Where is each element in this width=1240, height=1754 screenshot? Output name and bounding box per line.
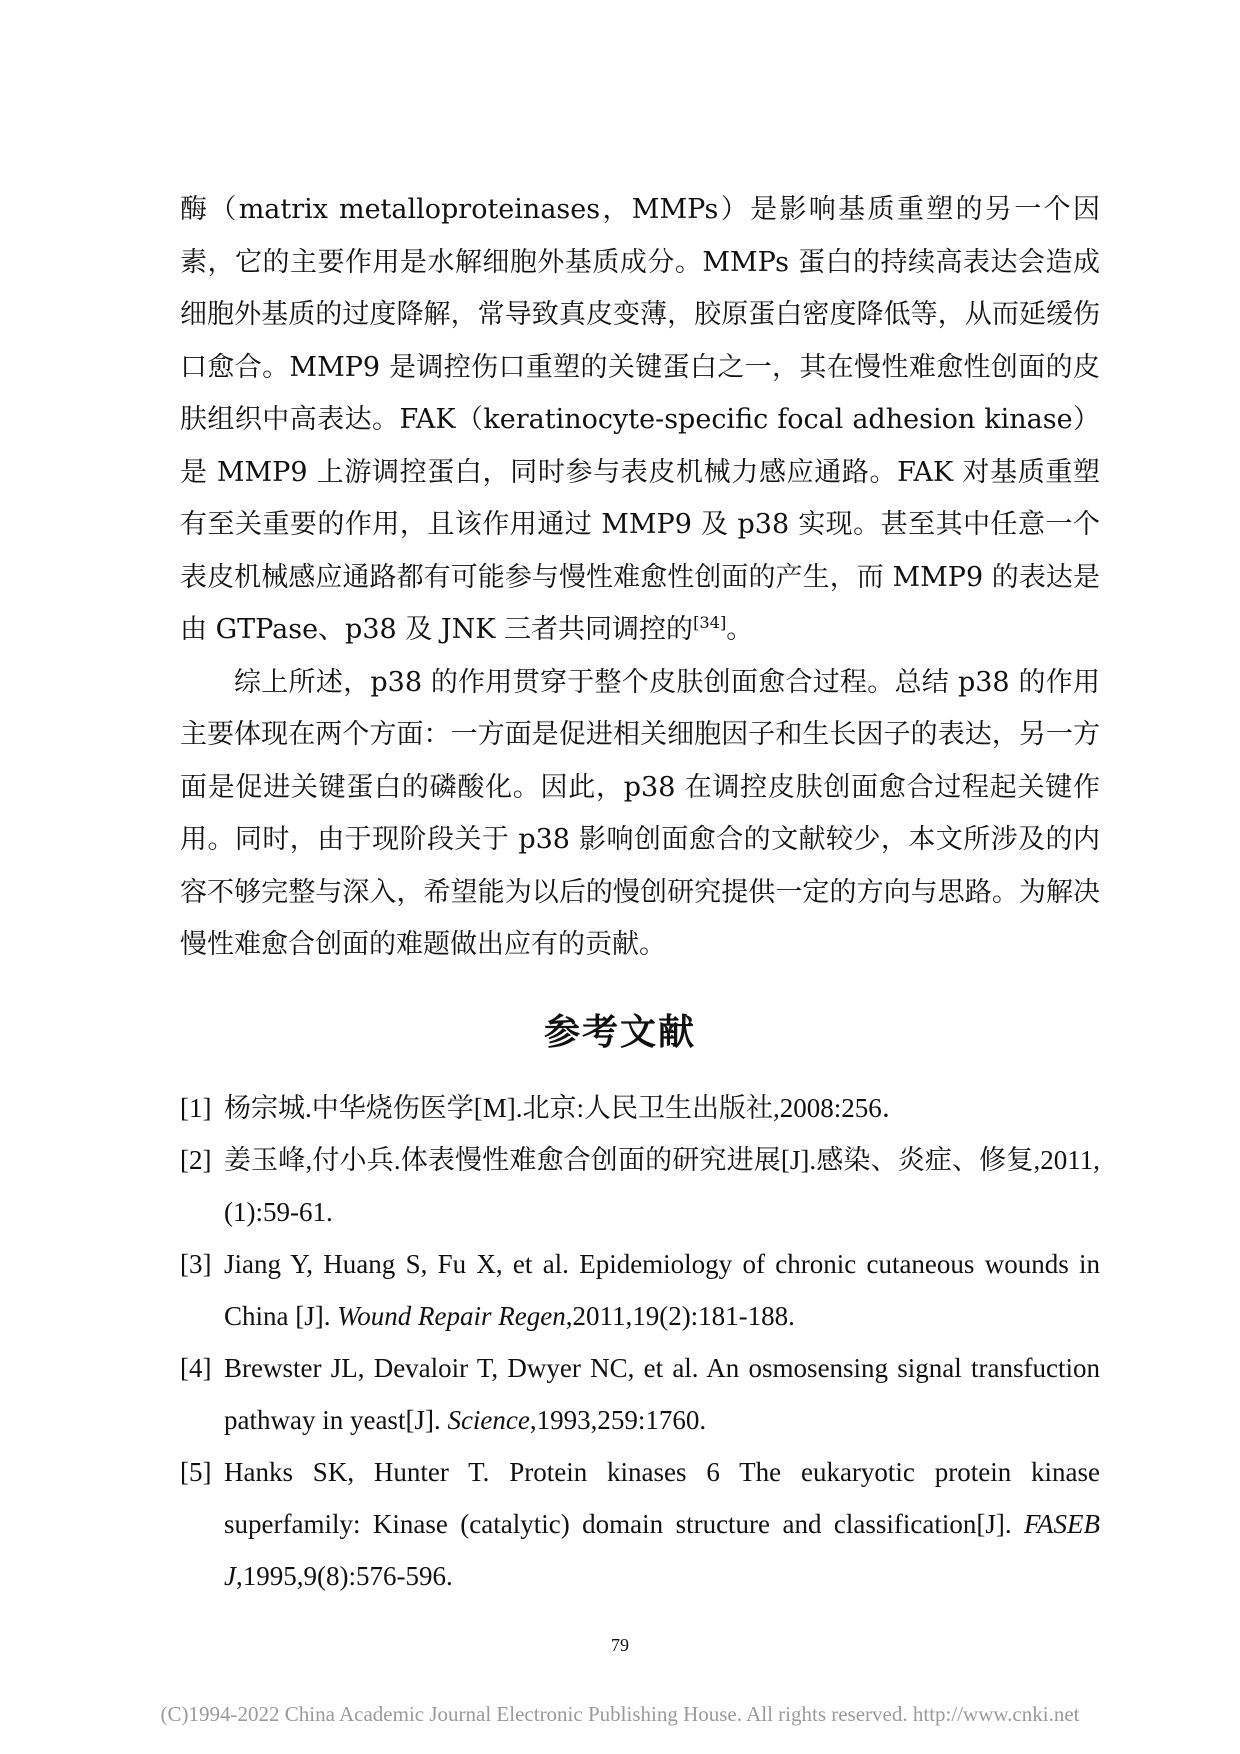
reference-item bbox=[180, 1082, 1100, 1134]
reference-number: [1] bbox=[180, 1093, 212, 1123]
reference-list bbox=[180, 1082, 1100, 1602]
reference-details: ,1993,259:1760. bbox=[529, 1405, 707, 1435]
reference-details: ,2011,19(2):181-188. bbox=[565, 1301, 795, 1331]
citation-superscript: [34] bbox=[693, 613, 727, 632]
reference-item bbox=[180, 1238, 1100, 1342]
reference-item bbox=[180, 1342, 1100, 1446]
reference-text bbox=[224, 1238, 1100, 1342]
reference-details: ,1995,9(8):576-596. bbox=[235, 1561, 453, 1591]
reference-body: Jiang Y, Huang S, Fu X, et al. Epidemiology of chronic cutaneous wounds in China [J]. bbox=[224, 1249, 1100, 1331]
references-heading: 参考文献 bbox=[543, 1012, 696, 1053]
reference-text bbox=[224, 1446, 1100, 1602]
paragraph-2: 综上所述，p38 的作用贯穿于整个皮肤创面愈合过程。总结 p38 的作用主要体现在两个方面：一方面是促进相关细胞因子和生长因子的表达，另一方面是促进关键蛋白的磷酸化。因此，p38 在调控皮肤创面愈合过程起关键作用。同时，由于现阶段关于 p38 影响创面愈合的文献较少，本文所涉及的内容不够完整与深入，希望能为以后的慢创研究提供一定的方向与思路。为解决慢性难愈合创面的难题做出应有的贡献。 bbox=[180, 666, 1100, 960]
reference-body: Hanks SK, Hunter T. Protein kinases 6 The eukaryotic protein kinase superfamily: Kinase (catalytic) domain structure and classification[J]. bbox=[224, 1457, 1100, 1539]
reference-number: [2] bbox=[180, 1145, 212, 1175]
reference-item bbox=[180, 1446, 1100, 1602]
copyright-footer: (C)1994-2022 China Academic Journal Electronic Publishing House. All rights reserved. http://www.cnki.net bbox=[160, 1702, 1080, 1726]
paragraph-1 bbox=[180, 184, 1100, 657]
reference-number: [5] bbox=[180, 1457, 212, 1487]
reference-journal: Wound Repair Regen bbox=[337, 1301, 566, 1331]
page-number: 79 bbox=[611, 1635, 629, 1655]
reference-journal: FASEB J bbox=[224, 1509, 1100, 1591]
reference-item bbox=[180, 1134, 1100, 1238]
paragraph-1-text: 酶（matrix metalloproteinases，MMPs）是影响基质重塑的另一个因素，它的主要作用是水解细胞外基质成分。MMPs 蛋白的持续高表达会造成细胞外基质的过度降解，常导致真皮变薄，胶原蛋白密度降低等，从而延缓伤口愈合。MMP9 是调控伤口重塑的关键蛋白之一，其在慢性难愈性创面的皮肤组织中高表达。FAK（keratinocyte-specific focal adhesion kinase）是 MMP9 上游调控蛋白，同时参与表皮机械力感应通路。FAK 对基质重塑有至关重要的作用，且该作用通过 MMP9 及 p38 实现。甚至其中任意一个表皮机械感应通路都有可能参与慢性难愈性创面的产生，而 MMP9 的表达是由 GTPase、p38 及 JNK 三者共同调控的 bbox=[180, 194, 1100, 645]
reference-number: [3] bbox=[180, 1249, 212, 1279]
body-text bbox=[180, 184, 1100, 972]
reference-journal: Science bbox=[447, 1405, 530, 1435]
reference-body: Brewster JL, Devaloir T, Dwyer NC, et al. An osmosensing signal transfuction pathway in yeast[J]. bbox=[224, 1353, 1100, 1435]
paragraph-1-end: 。 bbox=[726, 614, 754, 645]
reference-number: [4] bbox=[180, 1353, 212, 1383]
reference-text: 姜玉峰,付小兵.体表慢性难愈合创面的研究进展[J].感染、炎症、修复,2011,(1):59-61. bbox=[224, 1145, 1100, 1227]
reference-text bbox=[224, 1342, 1100, 1446]
reference-text: 杨宗城.中华烧伤医学[M].北京:人民卫生出版社,2008:256． bbox=[224, 1093, 909, 1123]
